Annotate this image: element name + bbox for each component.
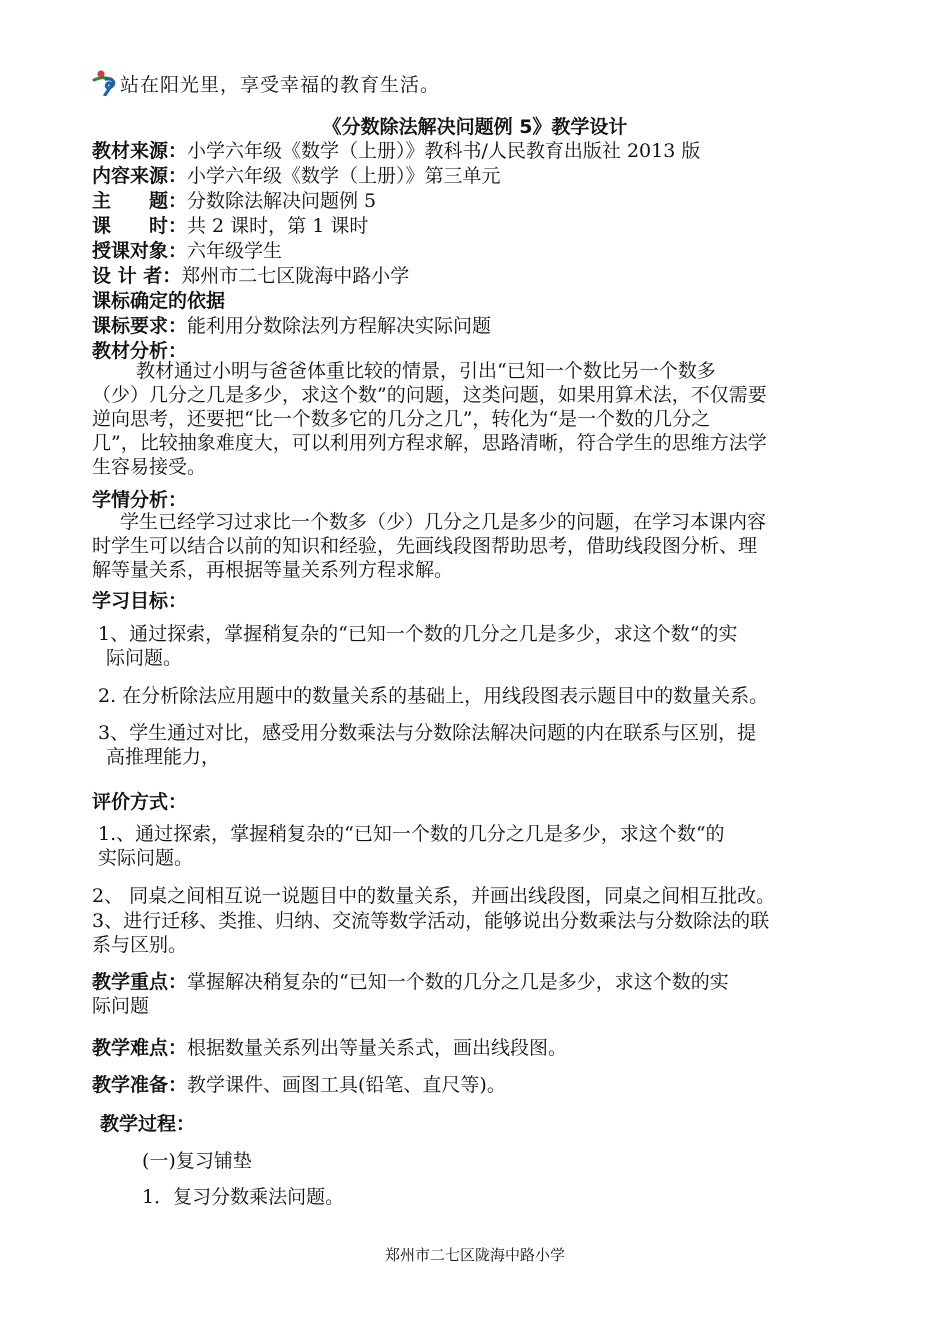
- info-label: 授课对象：: [92, 240, 188, 262]
- learner-heading: 学情分析：: [92, 489, 188, 511]
- process-heading: 教学过程：: [100, 1113, 196, 1135]
- info-row-designer: [92, 261, 409, 288]
- info-row-topic: [92, 186, 376, 213]
- info-row-content: [92, 161, 501, 188]
- goal-item: [98, 721, 878, 769]
- info-label: 主 题：: [92, 190, 188, 212]
- material-paragraph: [92, 359, 872, 479]
- material-heading: 教材分析：: [92, 340, 188, 362]
- paragraph-line: 解等量关系，再根据等量关系列方程求解。: [92, 559, 454, 581]
- info-row-audience: [92, 236, 282, 263]
- info-label: 教材来源：: [92, 140, 188, 162]
- standard-row: [92, 311, 491, 338]
- info-row-source: [92, 136, 700, 163]
- preparation-value: 教学课件、画图工具(铅笔、直尺等)。: [187, 1074, 506, 1096]
- goal-line: 3、学生通过对比，感受用分数乘法与分数除法解决问题的内在联系与区别，提: [98, 722, 757, 744]
- info-value: 郑州市二七区陇海中路小学: [181, 265, 410, 287]
- info-value: 共 2 课时，第 1 课时: [187, 215, 369, 237]
- paragraph-line: （少）几分之几是多少，求这个数”的问题，这类问题，如果用算术法，不仅需要: [92, 384, 767, 406]
- preparation-label: 教学准备：: [92, 1074, 188, 1096]
- paragraph-line: 几”，比较抽象难度大，可以利用列方程求解，思路清晰，符合学生的思维方法学: [92, 432, 767, 454]
- key-point-line: 掌握解决稍复杂的“已知一个数的几分之几是多少，求这个数的实: [187, 971, 729, 993]
- learner-paragraph: [92, 510, 872, 582]
- difficulty-value: 根据数量关系列出等量关系式，画出线段图。: [187, 1037, 568, 1059]
- key-point-line: 际问题: [92, 995, 150, 1017]
- eval-heading: 评价方式：: [92, 791, 188, 813]
- paragraph-line: 教材通过小明与爸爸体重比较的情景，引出“已知一个数比另一个数多: [136, 360, 716, 382]
- standard-label: 课标要求：: [92, 315, 188, 337]
- info-label: 设 计 者：: [92, 265, 182, 287]
- eval-line: 1.、通过探索，掌握稍复杂的“已知一个数的几分之几是多少，求这个数“的: [98, 823, 725, 845]
- eval-line: 3、进行迁移、类推、归纳、交流等数学活动，能够说出分数乘法与分数除法的联: [92, 910, 770, 932]
- goal-line: 高推理能力，: [106, 746, 221, 768]
- info-label: 内容来源：: [92, 165, 188, 187]
- goal-item: [98, 622, 878, 670]
- eval-line: 实际问题。: [98, 847, 194, 869]
- eval-item: [98, 822, 878, 870]
- key-point-label: 教学重点：: [92, 971, 188, 993]
- eval-line: 2、 同桌之间相互说一说题目中的数量关系，并画出线段图，同桌之间相互批改。: [92, 885, 776, 907]
- difficulty-row: [92, 1033, 567, 1060]
- process-item: 1．复习分数乘法问题。: [142, 1186, 345, 1208]
- eval-item: [92, 884, 892, 908]
- key-point: [92, 970, 892, 1018]
- info-value: 小学六年级《数学（上册）》教科书/人民教育出版社 2013 版: [187, 140, 701, 162]
- process-item: (一)复习铺垫: [142, 1150, 252, 1172]
- info-row-period: [92, 211, 368, 238]
- standard-value: 能利用分数除法列方程解决实际问题: [187, 315, 492, 337]
- info-value: 小学六年级《数学（上册）》第三单元: [187, 165, 501, 187]
- info-value: 六年级学生: [187, 240, 283, 262]
- eval-item: [92, 909, 892, 957]
- goal-line: 际问题。: [106, 647, 183, 669]
- paragraph-line: 时学生可以结合以前的知识和经验，先画线段图帮助思考，借助线段图分析、理: [92, 535, 758, 557]
- goal-line: 2. 在分析除法应用题中的数量关系的基础上，用线段图表示题目中的数量关系。: [98, 685, 769, 707]
- preparation-row: [92, 1070, 506, 1097]
- info-label: 课 时：: [92, 215, 188, 237]
- basis-heading: 课标确定的依据: [92, 290, 226, 312]
- paragraph-line: 逆向思考，还要把“比一个数多它的几分之几”，转化为“是一个数的几分之: [92, 408, 711, 430]
- difficulty-label: 教学难点：: [92, 1037, 188, 1059]
- page-footer: 郑州市二七区陇海中路小学: [384, 1246, 565, 1264]
- paragraph-line: 学生已经学习过求比一个数多（少）几分之几是多少的问题，在学习本课内容: [120, 511, 767, 533]
- header-motto: 站在阳光里，享受幸福的教育生活。: [120, 74, 441, 96]
- info-value: 分数除法解决问题例 5: [187, 190, 377, 212]
- goal-line: 1、通过探索，掌握稍复杂的“已知一个数的几分之几是多少，求这个数“的实: [98, 623, 738, 645]
- school-logo-icon: [92, 68, 120, 96]
- paragraph-line: 生容易接受。: [92, 456, 207, 478]
- goal-item: [98, 684, 898, 708]
- goals-heading: 学习目标：: [92, 590, 188, 612]
- eval-line: 系与区别。: [92, 934, 188, 956]
- document-title: 《分数除法解决问题例 5》教学设计: [322, 116, 628, 138]
